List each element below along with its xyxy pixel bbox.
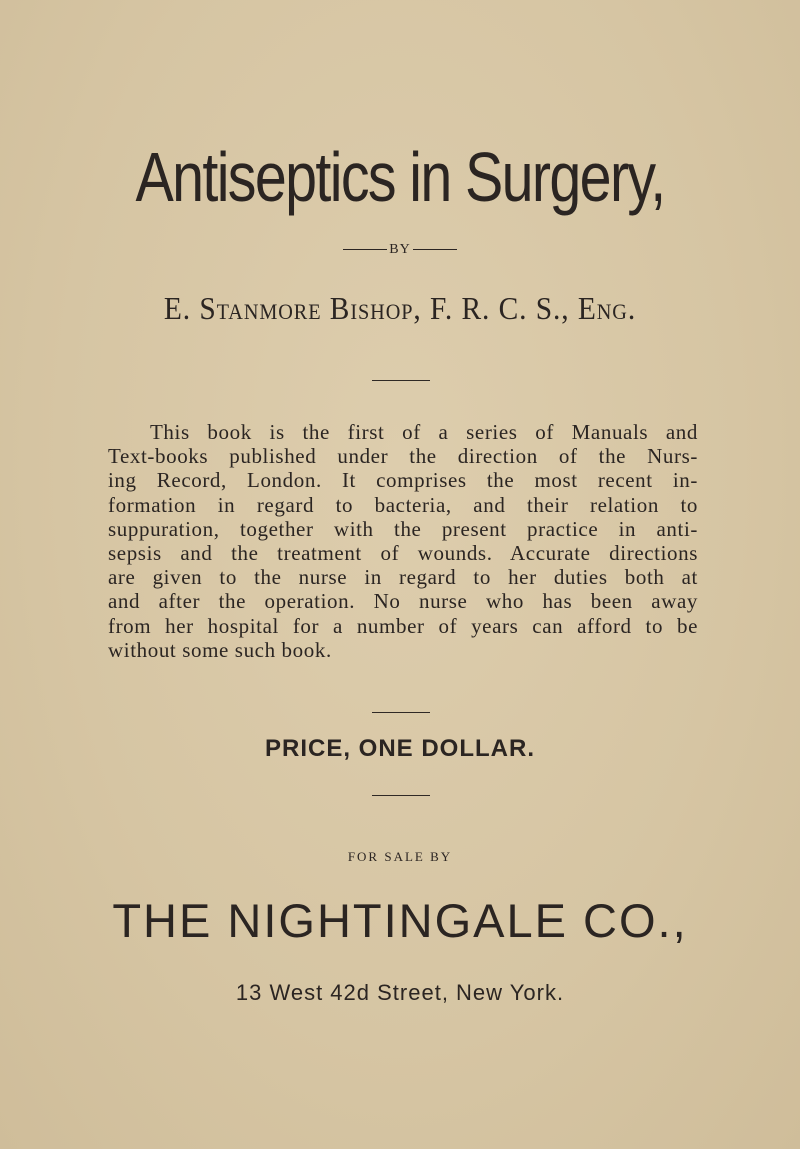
- description-line: This book is the first of a series of Manuals and: [150, 420, 698, 444]
- description-line: from her hospital for a number of years can afford to be: [108, 613, 698, 638]
- book-title: Antiseptics in Surgery,: [135, 138, 665, 216]
- divider-bottom: [372, 795, 430, 796]
- by-label: BY: [389, 242, 411, 257]
- description-line: suppuration, together with the present practice in anti-: [108, 516, 698, 541]
- price: PRICE, ONE DOLLAR.: [264, 735, 535, 762]
- description-line: Text-books published under the direction of the Nurs-: [108, 444, 698, 469]
- company-address: 13 West 42d Street, New York.: [235, 980, 565, 1005]
- for-sale-label: FOR SALE BY: [347, 849, 453, 864]
- by-line: [0, 242, 800, 258]
- divider-top: [372, 380, 430, 381]
- description-line: sepsis and the treatment of wounds. Accurate directions: [108, 541, 698, 566]
- description-paragraph: [108, 420, 698, 662]
- divider-middle: [372, 712, 430, 713]
- description-line: without some such book.: [108, 637, 332, 662]
- description-line: are given to the nurse in regard to her duties both at: [108, 565, 698, 590]
- description-line: and after the operation. No nurse who has been away: [108, 589, 698, 614]
- description-line: ing Record, London. It comprises the most recent in-: [108, 468, 698, 493]
- description-line: formation in regard to bacteria, and their relation to: [108, 492, 698, 517]
- company-name: THE NIGHTINGALE CO.,: [112, 894, 688, 947]
- by-rule-left: [343, 249, 387, 250]
- by-rule-right: [413, 249, 457, 250]
- author-name: E. Stanmore Bishop, F. R. C. S., Eng.: [163, 290, 637, 326]
